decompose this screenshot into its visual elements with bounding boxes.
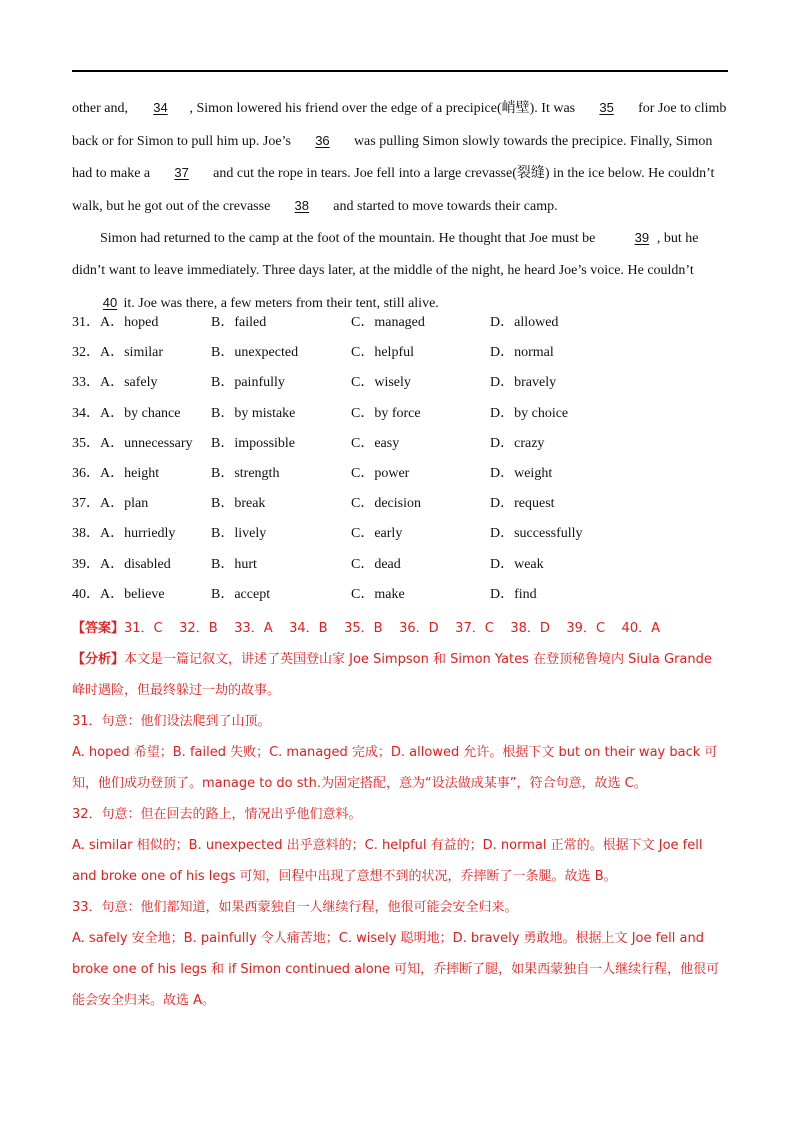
- explanation-33-sentence: 33．句意：他们都知道，如果西蒙独自一人继续行程，他很可能会安全归来。: [72, 900, 518, 915]
- question-row: [72, 371, 728, 401]
- option-a: A．hurriedly: [100, 526, 176, 542]
- option-d: D．bravely: [490, 375, 557, 391]
- question-number: 33．: [72, 375, 100, 391]
- option-a: A．hoped: [100, 315, 159, 330]
- question-number: 34．: [72, 405, 100, 421]
- reading-passage: [72, 92, 728, 319]
- question-row: [72, 553, 728, 583]
- option-d: D．weak: [490, 556, 544, 572]
- option-b: B．strength: [211, 465, 280, 481]
- passage-text: for Joe to climb back or for Simon to pull him up. Joe’s: [72, 101, 727, 149]
- option-b: B．by mistake: [211, 405, 296, 421]
- option-c: C．easy: [351, 435, 400, 451]
- answer-key: 31．C 32．B 33．A 34．B 35．B 36．D 37．C 38．D 39．C 40．A: [124, 621, 660, 636]
- option-a: A．similar: [100, 345, 163, 361]
- passage-paragraph-1: [72, 92, 728, 222]
- option-d: D．find: [490, 586, 537, 602]
- header-rule: [72, 70, 728, 72]
- analysis-label: 【分析】: [72, 652, 125, 667]
- question-number: 39．: [72, 556, 100, 572]
- option-d: D．weight: [490, 465, 553, 481]
- passage-text: it. Joe was there, a few meters from their tent, still alive.: [120, 295, 439, 311]
- option-c: C．wisely: [351, 375, 411, 391]
- question-options: [72, 311, 728, 613]
- question-number: 31．: [72, 315, 100, 330]
- option-a: A．plan: [100, 496, 149, 512]
- option-c: C．managed: [351, 315, 425, 330]
- blank-39: 39: [634, 230, 650, 246]
- option-c: C．by force: [351, 405, 421, 421]
- option-d: D．crazy: [490, 435, 545, 451]
- option-b: B．break: [211, 496, 266, 512]
- question-row: [72, 462, 728, 492]
- analysis-summary: [72, 644, 728, 706]
- blank-34: 34: [153, 100, 168, 115]
- option-c: C．dead: [351, 556, 401, 572]
- question-number: 38．: [72, 526, 100, 542]
- option-a: A．safely: [100, 375, 158, 391]
- option-b: B．accept: [211, 586, 271, 602]
- option-b: B．unexpected: [211, 345, 299, 361]
- question-number: 36．: [72, 465, 100, 481]
- question-row: [72, 432, 728, 462]
- option-c: C．early: [351, 526, 403, 542]
- option-c: C．power: [351, 465, 410, 481]
- option-d: D．by choice: [490, 405, 569, 421]
- question-row: [72, 492, 728, 522]
- question-number: 40．: [72, 586, 100, 602]
- blank-36: 36: [315, 132, 330, 148]
- passage-text: , but he didn’t want to leave immediately. Three days later, at the middle of the night, he heard Joe’s voice. He couldn’t: [72, 231, 699, 278]
- passage-text: and cut the rope in tears. Joe fell into a large crevasse(裂缝) in the ice below. He couldn’t walk, but he got out of the crevasse: [72, 166, 715, 214]
- option-d: D．successfully: [490, 526, 583, 542]
- option-a: A．unnecessary: [100, 435, 193, 451]
- question-number: 37．: [72, 496, 100, 512]
- blank-40: 40: [102, 294, 118, 310]
- passage-paragraph-2: [72, 222, 728, 319]
- explanation-31-sentence: 31．句意：他们设法爬到了山顶。: [72, 714, 271, 729]
- option-b: B．impossible: [211, 435, 296, 451]
- option-a: A．by chance: [100, 405, 181, 421]
- explanation-32-detail: A. similar 相似的；B. unexpected 出乎意料的；C. helpful 有益的；D. normal 正常的。根据下文 Joe fell and broke one of his legs 可知，回程中出现了意想不到的状况，乔摔断了一条腿。故选 B。: [72, 838, 703, 884]
- question-row: [72, 402, 728, 432]
- blank-35: 35: [599, 100, 614, 115]
- option-a: A．believe: [100, 586, 165, 602]
- blank-38: 38: [294, 197, 310, 213]
- analysis-text: 本文是一篇记叙文，讲述了英国登山家 Joe Simpson 和 Simon Yates 在登顶秘鲁境内 Siula Grande 峰时遇险，但最终躲过一劫的故事。: [72, 652, 712, 698]
- explanation-32-sentence: 32．句意：但在回去的路上，情况出乎他们意料。: [72, 807, 362, 822]
- option-d: D．allowed: [490, 315, 559, 330]
- passage-text: was pulling Simon slowly towards the precipice. Finally, Simon had to make a: [72, 133, 713, 182]
- option-a: A．height: [100, 465, 160, 481]
- question-row: [72, 311, 728, 341]
- explanation-31-detail: A. hoped 希望；B. failed 失败；C. managed 完成；D. allowed 允许。根据下文 but on their way back 可知，他们成功登顶了。manage to do sth.为固定搭配，意为“设法做成某事”，符合句意，故选 C。: [72, 745, 718, 791]
- option-c: C．decision: [351, 496, 421, 512]
- passage-text: Simon had returned to the camp at the foot of the mountain. He thought that Joe must be: [100, 231, 599, 247]
- option-d: D．normal: [490, 345, 554, 361]
- question-row: [72, 583, 728, 613]
- option-c: C．make: [351, 586, 405, 602]
- question-number: 32．: [72, 345, 100, 361]
- explanation-33-detail: A. safely 安全地；B. painfully 令人痛苦地；C. wisely 聪明地；D. bravely 勇敢地。根据上文 Joe fell and broke one of his legs 和 if Simon continued alone 可知，乔摔断了腿，如果西蒙独自一人继续行程，他很可能会安全归来。故选 A。: [72, 931, 720, 1008]
- option-a: A．disabled: [100, 556, 171, 572]
- option-b: B．hurt: [211, 556, 257, 572]
- answer-line: [72, 613, 728, 644]
- passage-text: , Simon lowered his friend over the edge of a precipice(峭壁). It was: [189, 101, 579, 116]
- option-d: D．request: [490, 496, 555, 512]
- answer-analysis-section: [72, 613, 728, 1016]
- answer-label: 【答案】: [72, 621, 125, 636]
- question-number: 35．: [72, 435, 100, 451]
- blank-37: 37: [174, 165, 189, 181]
- option-b: B．failed: [211, 315, 267, 330]
- question-row: [72, 341, 728, 371]
- option-b: B．painfully: [211, 375, 285, 391]
- passage-text: and started to move towards their camp.: [329, 198, 558, 214]
- question-row: [72, 522, 728, 552]
- passage-text: other and,: [72, 101, 132, 116]
- option-c: C．helpful: [351, 345, 414, 361]
- option-b: B．lively: [211, 526, 267, 542]
